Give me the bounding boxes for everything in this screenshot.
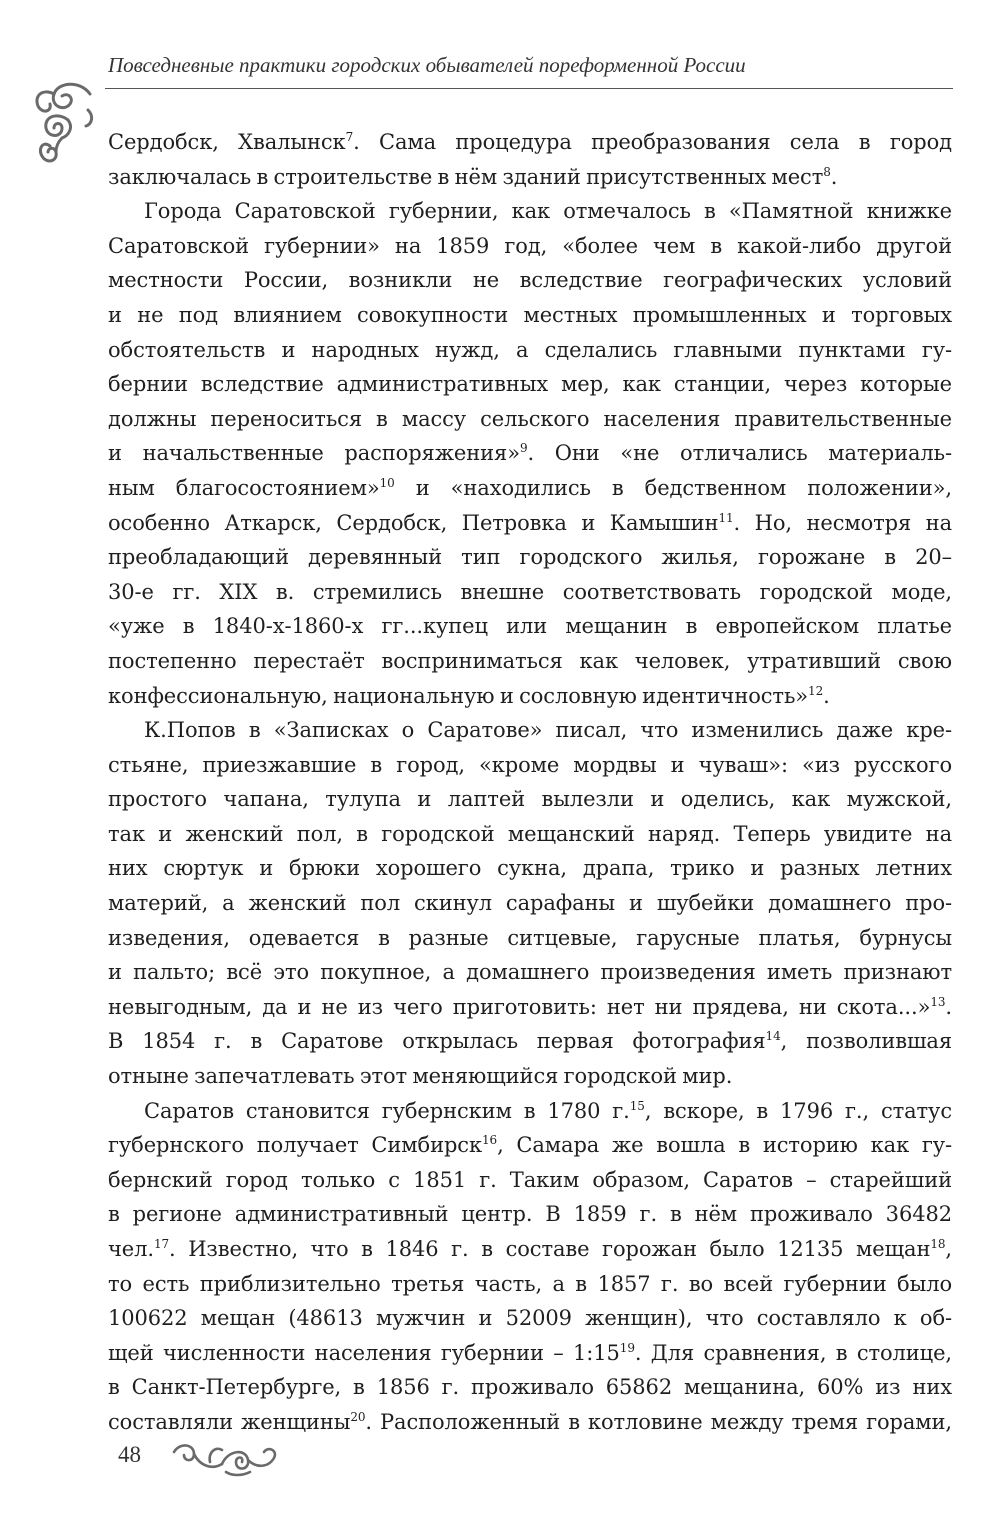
text-line: стьяне, приезжавшие в город, «кроме мордвы и чуваш»: «из русского: [108, 752, 952, 777]
text-line: материй, а женский пол скинул сарафаны и шубейки домашнего про-: [108, 891, 952, 916]
footnote-ref: 10: [379, 475, 395, 490]
text-line: отныне запечатлевать этот меняющийся городской мир.: [108, 1064, 733, 1089]
text-line: них сюртук и брюки хорошего сукна, драпа, трико и разных летних: [108, 856, 952, 881]
text-line: невыгодным, да и не из чего приготовить: нет ни прядева, ни скота...»$^{13}$.: [108, 994, 952, 1019]
footnote-ref: 20: [350, 1409, 366, 1424]
text-line: и не под влиянием совокупности местных промышленных и торговых: [108, 302, 952, 327]
text-line: преобладающий деревянный тип городского жилья, горожане в 20–: [108, 545, 952, 570]
text-line: К.Попов в «Записках о Саратове» писал, что изменились даже кре-: [144, 718, 952, 743]
text-line: бернский город только с 1851 г. Таким образом, Саратов – старейший: [108, 1167, 952, 1192]
text-line: местности России, возникли не вследствие географических условий: [108, 268, 952, 293]
text-line: и пальто; всё это покупное, а домашнего произведения иметь признают: [108, 960, 952, 985]
text-line: так и женский пол, в городской мещанский наряд. Теперь увидите на: [108, 821, 952, 846]
footnote-ref: 19: [619, 1340, 635, 1355]
footnote-ref: 14: [765, 1029, 781, 1044]
text-line: ным благосостоянием»$^{10}$ и «находились в бедственном положении»,: [108, 475, 952, 500]
text-line: Саратовской губернии» на 1859 год, «более чем в какой-либо другой: [108, 233, 952, 258]
text-line: особенно Аткарск, Сердобск, Петровка и Камышин$^{11}$. Но, несмотря на: [108, 510, 952, 535]
text-line: 30-е гг. XIX в. стремились внешне соответствовать городской моде,: [108, 579, 952, 604]
footnote-ref: 18: [930, 1237, 946, 1251]
text-line: В 1854 г. в Саратове открылась первая фотография$^{14}$, позволившая: [108, 1029, 952, 1054]
footnote-ref: 15: [629, 1098, 645, 1113]
body-text: [108, 125, 952, 1440]
footnote-ref: 8: [823, 164, 831, 179]
text-line: губернского получает Симбирск$^{16}$, Самара же вошла в историю как гу-: [108, 1133, 952, 1158]
page-number: 48: [118, 1442, 141, 1467]
text-line: 100622 мещан (48613 мужчин и 52009 женщин), что составляло к об-: [108, 1306, 952, 1331]
running-title: Повседневные практики городских обывателей пореформенной России: [108, 53, 746, 77]
text-line: Сердобск, Хвалынск$^7$. Сама процедура преобразования села в город: [108, 130, 952, 154]
text-line: «уже в 1840-х-1860-х гг...купец или мещанин в европейском платье: [108, 614, 952, 639]
text-line: изведения, одевается в разные ситцевые, гарусные платья, бурнусы: [108, 925, 952, 950]
header-rule: [105, 88, 953, 89]
text-line: заключалась в строительстве в нём зданий присутственных мест$^8$.: [108, 164, 838, 189]
text-line: постепенно перестаёт восприниматься как человек, утративший свою: [108, 648, 952, 673]
text-line: в Санкт-Петербурге, в 1856 г. проживало 65862 мещанина, 60% из них: [108, 1375, 952, 1400]
footnote-ref: 17: [153, 1237, 170, 1251]
footnote-ref: 16: [482, 1133, 498, 1148]
text-line: Саратов становится губернским в 1780 г.$^{15}$, вскоре, в 1796 г., статус: [144, 1098, 952, 1123]
text-line: составляли женщины$^{20}$. Расположенный в котловине между тремя горами,: [108, 1409, 952, 1434]
text-line: должны переноситься в массу сельского населения правительственные: [108, 406, 952, 431]
text-line: и начальственные распоряжения»$^9$. Они «не отличались материаль-: [108, 441, 952, 466]
footnote-ref: 9: [519, 441, 528, 456]
footnote-ref: 12: [808, 683, 824, 698]
text-line: Города Саратовской губернии, как отмечалось в «Памятной книжке: [144, 199, 952, 224]
text-line: чел.$^{17}$. Известно, что в 1846 г. в составе горожан было 12135 мещан$^{18}$,: [108, 1237, 952, 1261]
text-line: бернии вследствие административных мер, как станции, через которые: [108, 372, 952, 397]
footnote-ref: 13: [930, 994, 946, 1009]
text-line: конфессиональную, национальную и сословную идентичность»$^{12}$.: [108, 683, 830, 708]
bottom-flourish-icon: [170, 1438, 280, 1478]
corner-flourish-icon: [28, 76, 100, 168]
text-line: щей численности населения губернии – $1:15^{19}$. Для сравнения, в столице,: [108, 1340, 952, 1365]
text-line: простого чапана, тулупа и лаптей вылезли и оделись, как мужской,: [108, 787, 952, 812]
text-line: в регионе административный центр. В 1859 г. в нём проживало 36482: [108, 1202, 952, 1227]
footnote-ref: 7: [345, 130, 354, 144]
text-line: обстоятельств и народных нужд, а сделались главными пунктами гу-: [108, 337, 952, 362]
footnote-ref: 11: [718, 510, 734, 525]
text-line: то есть приблизительно третья часть, а в 1857 г. во всей губернии было: [108, 1271, 952, 1296]
